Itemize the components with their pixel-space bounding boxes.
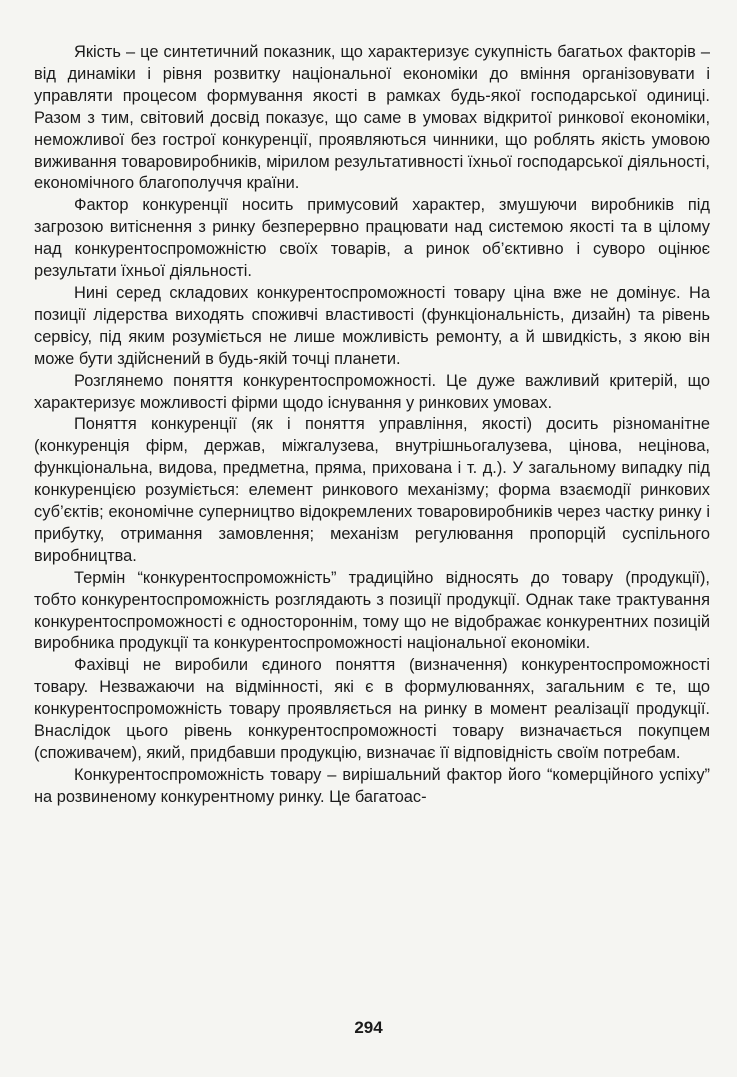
paragraph-competition-factor: Фактор конкуренції носить примусовий характер, змушуючи виробників під загрозою витіснення з ринку безперервно працювати над системою якості та в цілому над конкурентоспроможністю своїх товарів, а ринок об’єктивно і суворо оцінює результати їхньої діяльності. [34,196,710,281]
page-number: 294 [354,1018,383,1037]
paragraph-quality-definition: Якість – це синтетичний показник, що характеризує сукупність багатьох факторів – від динаміки і рівня розвитку національної економіки до вміння організовувати і управляти процесом формування якості в рамках будь-якої господарської одиниці. Разом з тим, світовий досвід показує, що саме в умовах відкритої ринкової економіки, неможливої без гострої конкуренції, проявляються чинники, що роблять якість умовою виживання товаровиробників, мірилом результативності їхньої господарської діяльності, економічного благополуччя країни. [34,43,710,193]
paragraph-term-competitiveness: Термін “конкурентоспроможність” традиційно відносять до товару (продукції), тобто конкурентоспроможність розглядають з позиції продукції. Однак таке трактування конкурентоспроможності є одностороннім, тому що не відображає конкурентних позицій виробника продукції та конкурентоспроможності національної економіки. [34,568,710,653]
paragraph-experts-definition: Фахівці не виробили єдиного поняття (визначення) конкурентоспроможності товару. Незважаючи на відмінності, які є в формулюваннях, загальним є те, що конкурентоспроможність товару проявляється на ринку в момент реалізації продукції. Внаслідок цього рівень конкурентоспроможності товару визначається покупцем (споживачем), який, придбавши продукцію, визначає її відповідність своїм потребам. [34,656,710,762]
paragraph-commercial-success: Конкурентоспроможність товару – вирішальний фактор його “комерційного успіху” на розвиненому конкурентному ринку. Це багатоас- [34,765,710,806]
paragraph-price-components: Нині серед складових конкурентоспроможності товару ціна вже не домінує. На позиції лідерства виходять споживчі властивості (функціональність, дизайн) та рівень сервісу, під яким розуміється не лише можливість ремонту, а й швидкість, з якою він може бути здійснений в будь-якій точці планети. [34,283,710,368]
paragraph-competitiveness-concept: Розглянемо поняття конкурентоспроможності. Це дуже важливий критерій, що характеризує можливості фірми щодо існування у ринкових умовах. [34,371,710,412]
body-text [34,42,710,809]
paragraph-competition-types: Поняття конкуренції (як і поняття управління, якості) досить різноманітне (конкуренція фірм, держав, міжгалузева, внутрішньогалузева, цінова, нецінова, функціональна, видова, предметна, пряма, прихована і т. д.). У загальному випадку під конкуренцією розуміється: елемент ринкового механізму; форма взаємодії ринкових суб’єктів; економічне суперництво відокремлених товаровиробників через частку ринку і прибутку, отримання замовлення; механізм регулювання пропорцій суспільного виробництва. [34,415,710,565]
